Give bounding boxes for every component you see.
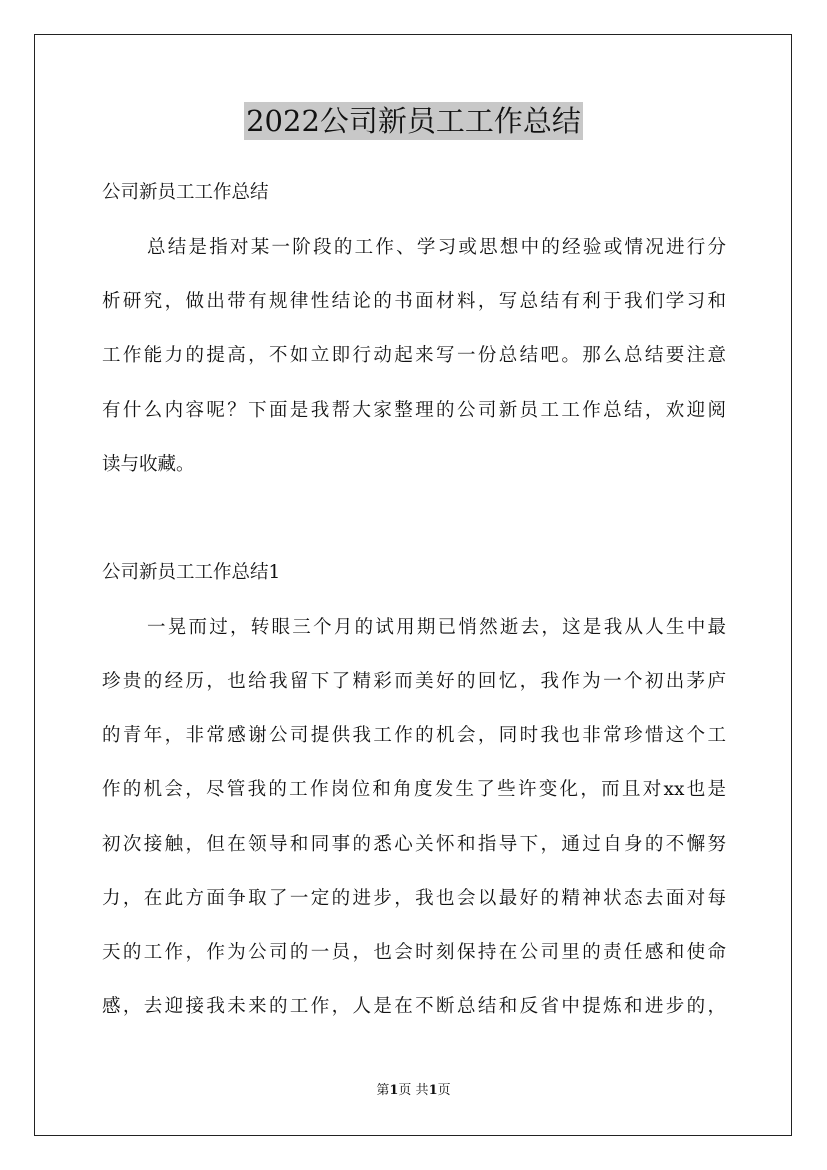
section-line-6: 力，在此方面争取了一定的进步，我也会以最好的精神状态去面对每 [102, 888, 726, 909]
footer-page-mid: 页 共 [398, 1083, 429, 1098]
subtitle: 公司新员工工作总结 [102, 182, 269, 203]
footer-page-prefix: 第 [376, 1083, 390, 1098]
intro-line-4: 有什么内容呢？下面是我帮大家整理的公司新员工工作总结，欢迎阅 [102, 400, 726, 421]
section-line-3: 的青年，非常感谢公司提供我工作的机会，同时我也非常珍惜这个工 [102, 725, 726, 746]
section-line-5: 初次接触，但在领导和同事的悉心关怀和指导下，通过自身的不懈努 [102, 834, 726, 855]
page-footer [0, 1081, 827, 1101]
section-line-8: 感，去迎接我未来的工作，人是在不断总结和反省中提炼和进步的， [102, 996, 726, 1017]
document-title: 2022公司新员工工作总结 [246, 104, 581, 138]
section-line-2: 珍贵的经历，也给我留下了精彩而美好的回忆，我作为一个初出茅庐 [102, 671, 726, 692]
intro-line-3: 工作能力的提高，不如立即行动起来写一份总结吧。那么总结要注意 [102, 345, 726, 366]
section-line-7: 天的工作，作为公司的一员，也会时刻保持在公司里的责任感和使命 [102, 942, 726, 963]
section-heading: 公司新员工工作总结1 [102, 562, 281, 583]
footer-page-suffix: 页 [437, 1083, 451, 1098]
intro-line-1: 总结是指对某一阶段的工作、学习或思想中的经验或情况进行分 [147, 237, 726, 258]
section-line-1: 一晃而过，转眼三个月的试用期已悄然逝去，这是我从人生中最 [147, 617, 726, 638]
intro-line-2: 析研究，做出带有规律性结论的书面材料，写总结有利于我们学习和 [102, 291, 726, 312]
footer-page-current: 1 [389, 1083, 399, 1098]
intro-line-5: 读与收藏。 [102, 454, 195, 475]
footer-page-total: 1 [428, 1083, 438, 1098]
title-wrap [0, 102, 827, 140]
section-line-4: 作的机会，尽管我的工作岗位和角度发生了些许变化，而且对xx也是 [102, 779, 726, 800]
